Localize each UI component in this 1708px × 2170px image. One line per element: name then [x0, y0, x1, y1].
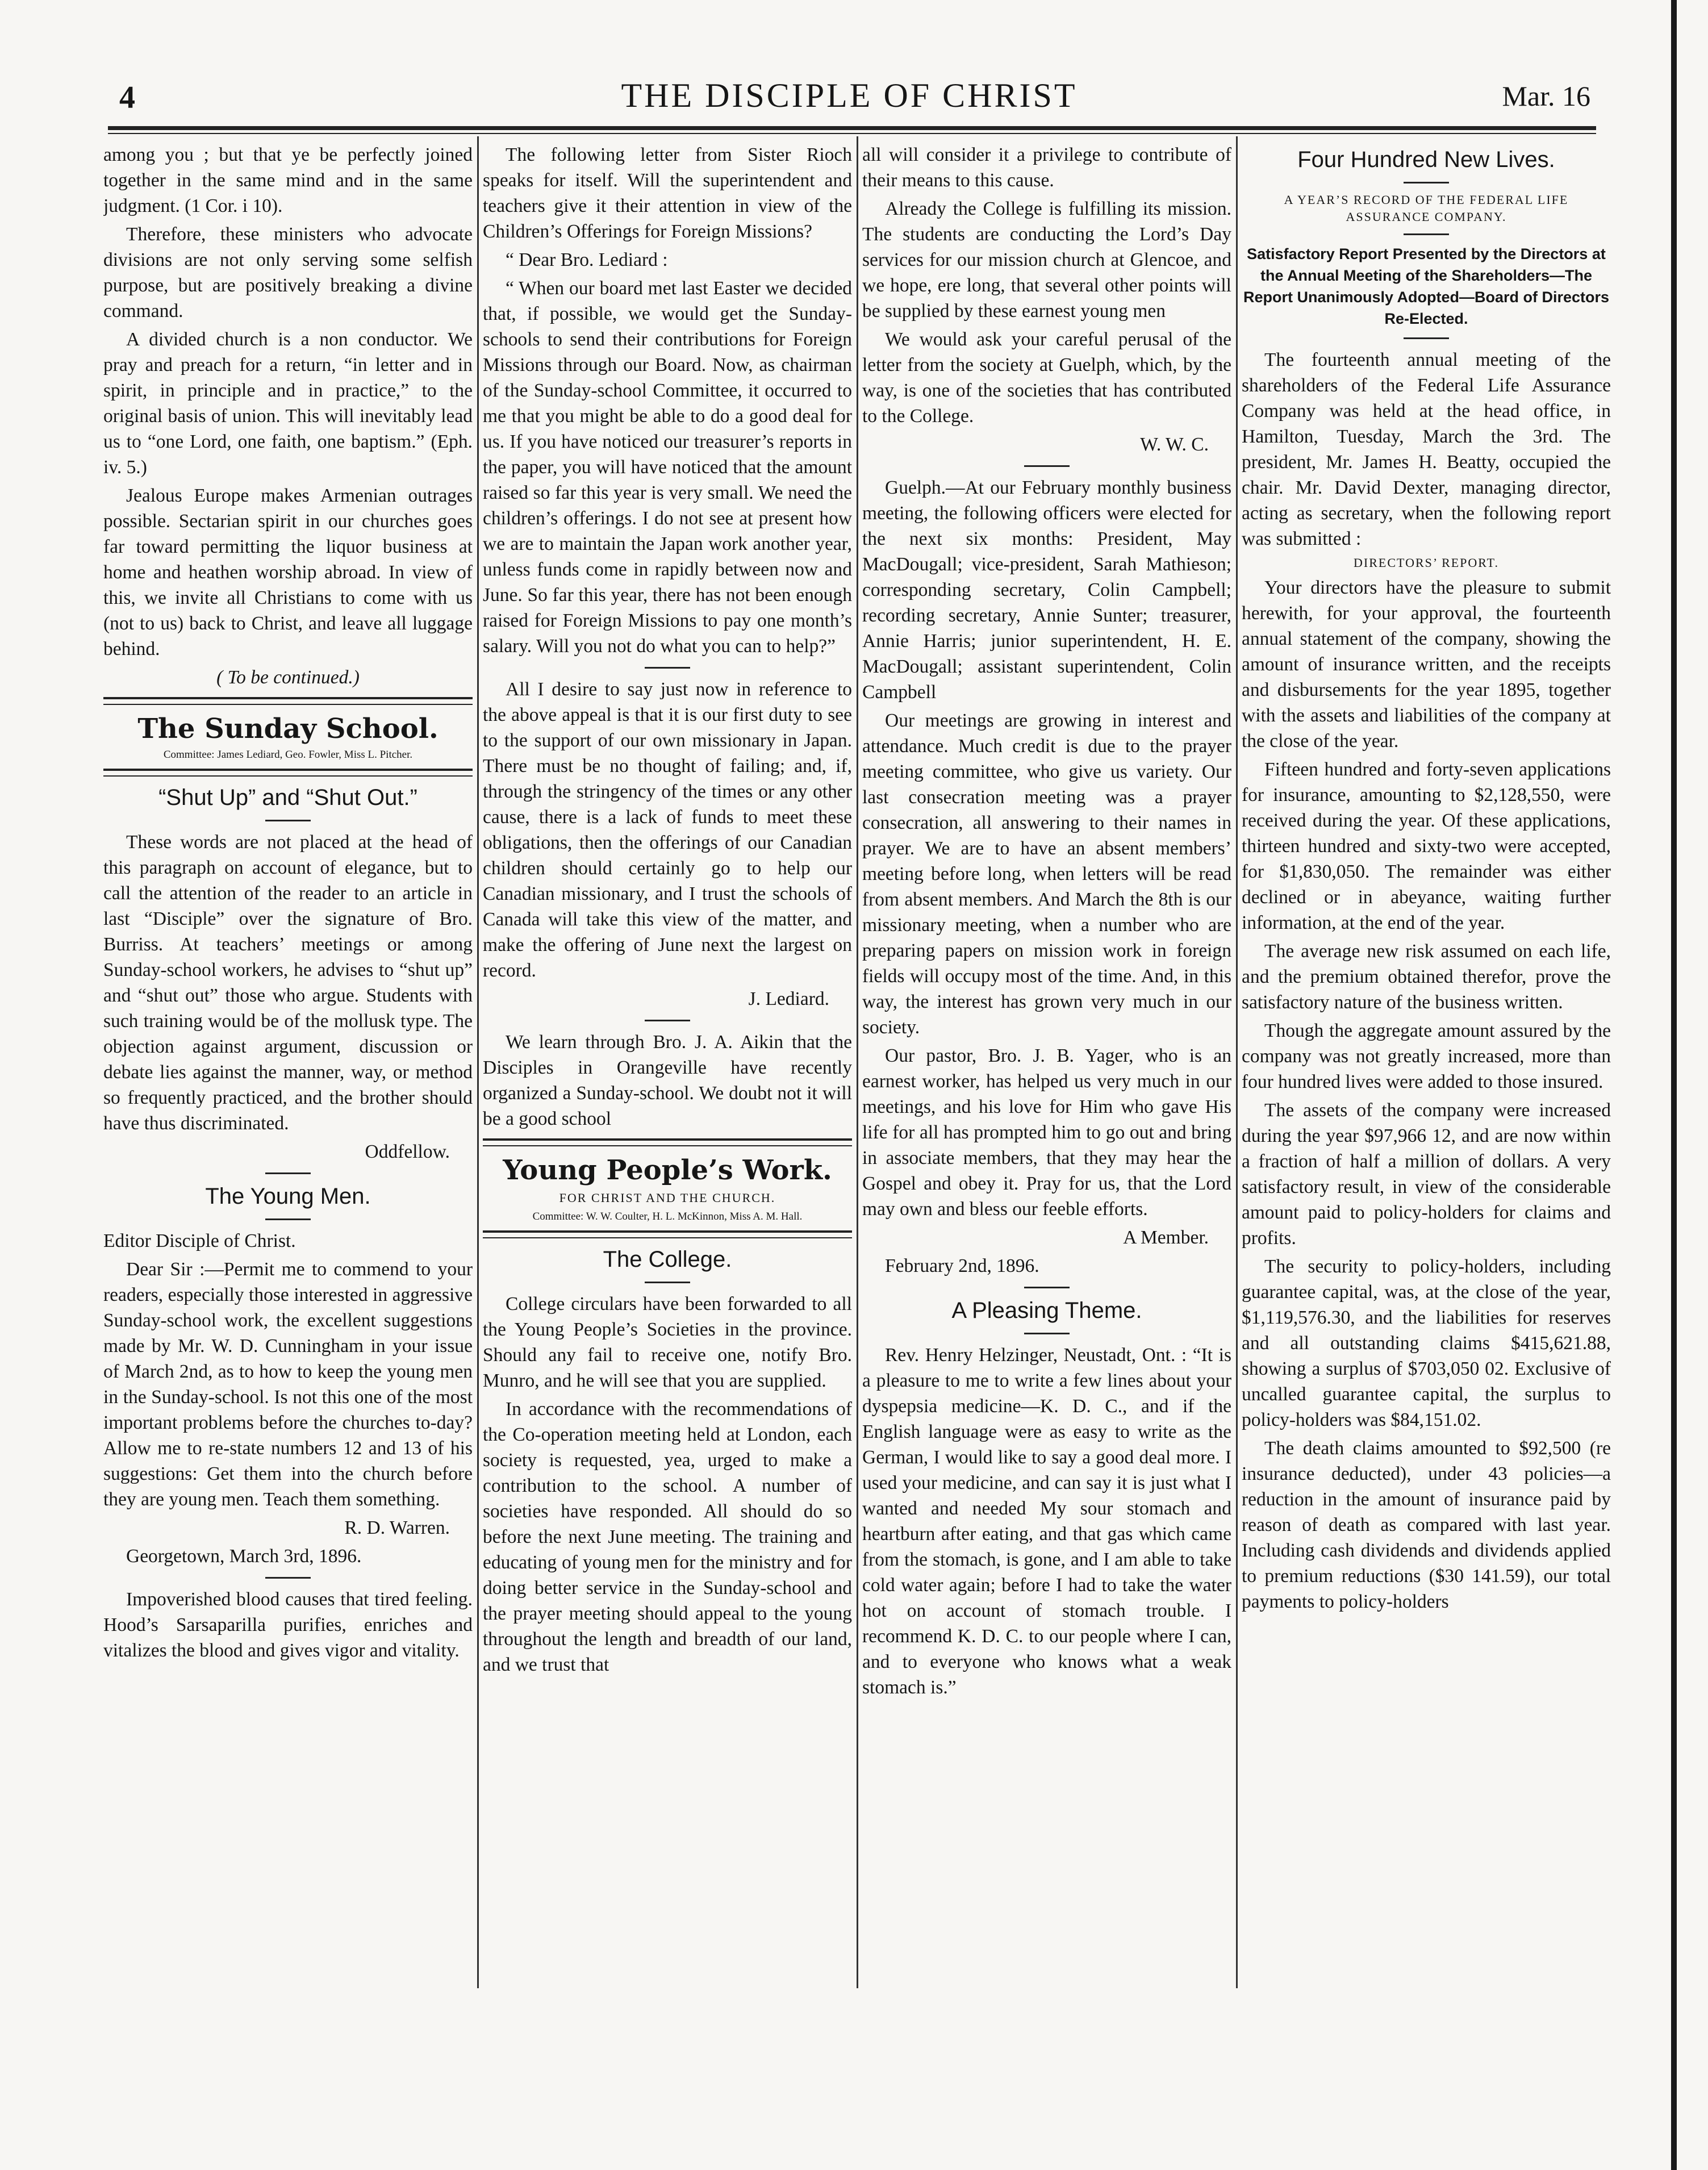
advertisement: Impoverished blood causes that tired feeling. Hood’s Sarsaparilla purifies, enriches and vitalizes the blood and gives vigor and vitality. [103, 1589, 473, 1661]
paragraph: Rev. Henry Helzinger, Neustadt, Ont. : “It is a pleasure to me to write a few lines about your dyspepsia medicine—K. D. C., and if the English language were as easy to write as the German, I would like to say a good deal more. I used your medicine, and can say it is just what I wanted and needed My sour stomach and heartburn after eating, and that gas which came from the stomach, is gone, and I am able to take cold water again; before I had to take the water hot on account of stomach trouble. I recommend K. D. C. to our people where I can, and to everyone who knows what a weak stomach is.” [862, 1345, 1231, 1698]
section-title-young-peoples-work: Young People’s Work. [503, 1154, 832, 1186]
masthead-title: THE DISCIPLE OF CHRIST [621, 77, 1078, 114]
paragraph: In accordance with the recommendations of the Co-operation meeting held at London, each society is requested, yea, urged to make a contribution to the school. A number of societies have responded. All should do so before the next June meeting. The training and educating of young men for the ministry and for doing better service in the Sunday-school and the prayer meeting should appeal to the young throughout the length and breadth of our land, and we trust that [483, 1399, 852, 1675]
article-title: Four Hundred New Lives. [1297, 147, 1555, 172]
paragraph: The death claims amounted to $92,500 (re insurance deducted), under 43 policies—a reduction in the amount of insurance paid by reason of death as compared with last year. Including cash dividends and dividends applied to premium reductions ($30 141.59), our total payments to policy-holders [1242, 1438, 1611, 1612]
page-edge [1671, 0, 1677, 2170]
section-rule [483, 1230, 852, 1238]
divider [645, 1020, 690, 1021]
column-2 [483, 142, 852, 1983]
paragraph: The average new risk assumed on each life, and the premium obtained therefor, prove the satisfactory nature of the business written. [1242, 941, 1611, 1013]
paragraph: The assets of the company were increased during the year $97,966 12, and are now within a fraction of half a million of dollars. A very satisfactory result, in view of the considerable amount paid to policy-holders for claims and profits. [1242, 1100, 1611, 1249]
article-summary: Satisfactory Report Presented by the Directors at the Annual Meeting of the Shareholders—The Report Unanimously Adopted—Board of Directors Re-Elected. [1243, 245, 1610, 327]
column-divider [477, 136, 479, 1988]
paragraph: The security to policy-holders, including guarantee capital, was, at the close of the year, $1,119,576.30, and the liabilities for reserves and all outstanding claims $415,621.88, showing a surplus of $703,050 02. Exclusive of uncalled guarantee capital, the surplus to policy-holders was $84,151.02. [1242, 1256, 1611, 1430]
divider [1404, 337, 1449, 339]
column-1 [103, 142, 473, 1983]
divider [645, 1282, 690, 1283]
paragraph: Fifteen hundred and forty-seven applications for insurance, amounting to $2,128,550, were received during the year. Of these applications, thirteen hundred and sixty-two were accepted, for $1,830,050. The remainder was either declined or in abeyance, waiting further information, at the end of the year. [1242, 759, 1611, 933]
divider [265, 820, 311, 821]
paragraph: Therefore, these ministers who advocate divisions are not only serving some selfish purpose, but are positively breaking a divine command. [103, 224, 473, 322]
paragraph: “ When our board met last Easter we decided that, if possible, we would get the Sunday-schools to send their contributions for Foreign Missions through our Board. Now, as chairman of the Sunday-school Committee, it occurred to me that you might be able to do a good deal for us. If you have noticed our treasurer’s reports in the paper, you will have noticed that the amount raised so far this year is very small. We need the children’s offerings. I do not see at present how we are to maintain the Japan work another year, unless funds come in rapidly between now and June. So far this year, there has not been enough raised for Foreign Missions to pay one month’s salary. Will you not do what you can to help?” [483, 278, 852, 657]
paragraph: The following letter from Sister Rioch speaks for itself. Will the superintendent and teachers give it their attention in view of the Children’s Offerings for Foreign Missions? [483, 144, 852, 242]
paragraph: All I desire to say just now in reference to the above appeal is that it is our first duty to see to the support of our own missionary in Japan. There must be no thought of failing; and, if, through the stringency of the times or any other cause, there is a lack of funds to meet these obligations, then the offerings of our Canadian children should certainly go to help our Canadian missionary, and I trust the schools of Canada will take this view of the matter, and make the offering of June next the largest on record. [483, 679, 852, 981]
page-number: 4 [119, 80, 135, 115]
divider [1024, 465, 1070, 467]
paragraph: Already the College is fulfilling its mission. The students are conducting the Lord’s Day services for our mission church at Glencoe, and we hope, ere long, that several other points will be supplied by these earnest young men [862, 198, 1231, 322]
dateline: Georgetown, March 3rd, 1896. [126, 1546, 362, 1567]
dateline: February 2nd, 1896. [885, 1255, 1039, 1276]
paragraph: Our pastor, Bro. J. B. Yager, who is an earnest worker, has helped us very much in our meetings, and his love for Him who gave His life for all has prompted him to go out and bring in associate members, that they may hear the Gospel and obey it. Pray for us, that the Lord may own and bless our feeble efforts. [862, 1045, 1231, 1220]
signature: Oddfellow. [365, 1141, 450, 1162]
article-title: The Young Men. [205, 1184, 371, 1209]
paragraph: among you ; but that ye be perfectly joined together in the same mind and in the same judgment. (1 Cor. i 10). [103, 144, 473, 216]
section-subtitle: FOR CHRIST AND THE CHURCH. [559, 1191, 776, 1205]
paragraph: A divided church is a non conductor. We pray and preach for a return, “in letter and in spirit, in principle and in practice,” to the original basis of union. This will inevitably lead us to “one Lord, one faith, one baptism.” (Eph. iv. 5.) [103, 329, 473, 478]
section-rule [103, 769, 473, 777]
article-title: “Shut Up” and “Shut Out.” [158, 785, 417, 810]
paragraph: The fourteenth annual meeting of the shareholders of the Federal Life Assurance Company was held at the head office, in Hamilton, Tuesday, March the 3rd. The president, Mr. James H. Beatty, occupied the chair. Mr. David Dexter, managing director, acting as secretary, when the following report was submitted : [1242, 349, 1611, 549]
paragraph: Our meetings are growing in interest and attendance. Much credit is due to the prayer meeting committee, who give us variety. Our last consecration meeting was a prayer consecration, all answering to their names in prayer. We are to have an absent members’ meeting before long, when letters will be read from absent members. And March the 8th is our missionary meeting, when a number who are preparing papers on mission work in foreign fields will occupy most of the time. And, in this way, the interest has grown very much in our society. [862, 710, 1231, 1038]
divider [1404, 233, 1449, 235]
header-rule-thin [108, 133, 1596, 134]
paragraph: Dear Sir :—Permit me to commend to your readers, especially those interested in aggressive Sunday-school work, the excellent suggestions made by Mr. W. D. Cunningham in your issue of March 2nd, as to how to keep the young men in the Sunday-school. Is not this one of the most important problems before the churches to-day? Allow me to re-state numbers 12 and 13 of his suggestions: Get them into the church before they are young men. Teach them something. [103, 1259, 473, 1510]
paragraph: all will consider it a privilege to contribute of their means to this cause. [862, 144, 1231, 191]
column-3 [862, 142, 1231, 1983]
paragraph: Jealous Europe makes Armenian outrages possible. Sectarian spirit in our churches goes far toward permitting the liquor business at home and heathen worship abroad. In view of this, we invite all Christians to come with us (not to us) back to Christ, and leave all luggage behind. [103, 485, 473, 660]
paragraph: These words are not placed at the head of this paragraph on account of elegance, but to call the attention of the reader to an article in last “Disciple” over the signature of Bro. Burriss. At teachers’ meetings or among Sunday-school workers, he advises to “shut up” and “shut out” those who argue. Students with such training would be of the mollusk type. The objection against argument, discussion or debate lies against the manner, way, or method so frequently practiced, and the brother should have thus discriminated. [103, 832, 473, 1134]
divider [265, 1218, 311, 1220]
article-subtitle: A YEAR’S RECORD OF THE FEDERAL LIFE ASSURANCE COMPANY. [1284, 193, 1569, 224]
divider [265, 1172, 311, 1174]
signature: A Member. [1123, 1227, 1209, 1248]
continued-note: ( To be continued.) [216, 667, 360, 688]
section-title-sunday-school: The Sunday School. [137, 713, 439, 745]
article-title: A Pleasing Theme. [951, 1298, 1142, 1323]
divider [645, 667, 690, 669]
committee-line: Committee: W. W. Coulter, H. L. McKinnon, Miss A. M. Hall. [532, 1211, 803, 1222]
paragraph: College circulars have been forwarded to all the Young People’s Societies in the province. Should any fail to receive one, notify Bro. Munro, and he will see that you are supplied. [483, 1293, 852, 1391]
column-divider [857, 136, 858, 1988]
divider [1024, 1333, 1070, 1334]
section-rule [103, 697, 473, 705]
paragraph: Guelph.—At our February monthly business meeting, the following officers were elected for the next six months: President, May MacDougall; vice-president, Sarah Mathieson; corresponding secretary, Colin Campbell; recording secretary, Annie Sunter; treasurer, Annie Harris; junior superintendent, H. E. MacDougall; assistant superintendent, Colin Campbell [862, 477, 1231, 703]
committee-line: Committee: James Lediard, Geo. Fowler, Miss L. Pitcher. [163, 749, 413, 761]
header-rule [108, 126, 1596, 130]
paragraph: Though the aggregate amount assured by the company was not greatly increased, more than four hundred lives were added to those insured. [1242, 1020, 1611, 1092]
salutation: “ Dear Bro. Lediard : [506, 249, 668, 270]
page-header [108, 74, 1590, 125]
column-4 [1242, 142, 1611, 1983]
paragraph: We would ask your careful perusal of the letter from the society at Guelph, which, by the way, is one of the societies that has contributed to the College. [862, 329, 1231, 427]
divider [1024, 1287, 1070, 1288]
signature: W. W. C. [1140, 434, 1209, 455]
article-title: The College. [603, 1247, 732, 1272]
signature: J. Lediard. [748, 988, 829, 1009]
column-divider [1236, 136, 1238, 1988]
issue-date: Mar. 16 [1502, 80, 1590, 112]
section-rule [483, 1138, 852, 1146]
signature: R. D. Warren. [344, 1517, 450, 1538]
report-heading: DIRECTORS’ REPORT. [1354, 556, 1499, 570]
paragraph: Your directors have the pleasure to submit herewith, for your approval, the fourteenth annual statement of the company, showing the amount of insurance written, and the receipts and disbursements for the year 1895, together with the assets and liabilities of the company at the close of the year. [1242, 577, 1611, 752]
divider [1404, 182, 1449, 183]
paragraph: We learn through Bro. J. A. Aikin that the Disciples in Orangeville have recently organized a Sunday-school. We doubt not it will be a good school [483, 1032, 852, 1129]
divider [265, 1577, 311, 1579]
salutation: Editor Disciple of Christ. [103, 1230, 296, 1251]
